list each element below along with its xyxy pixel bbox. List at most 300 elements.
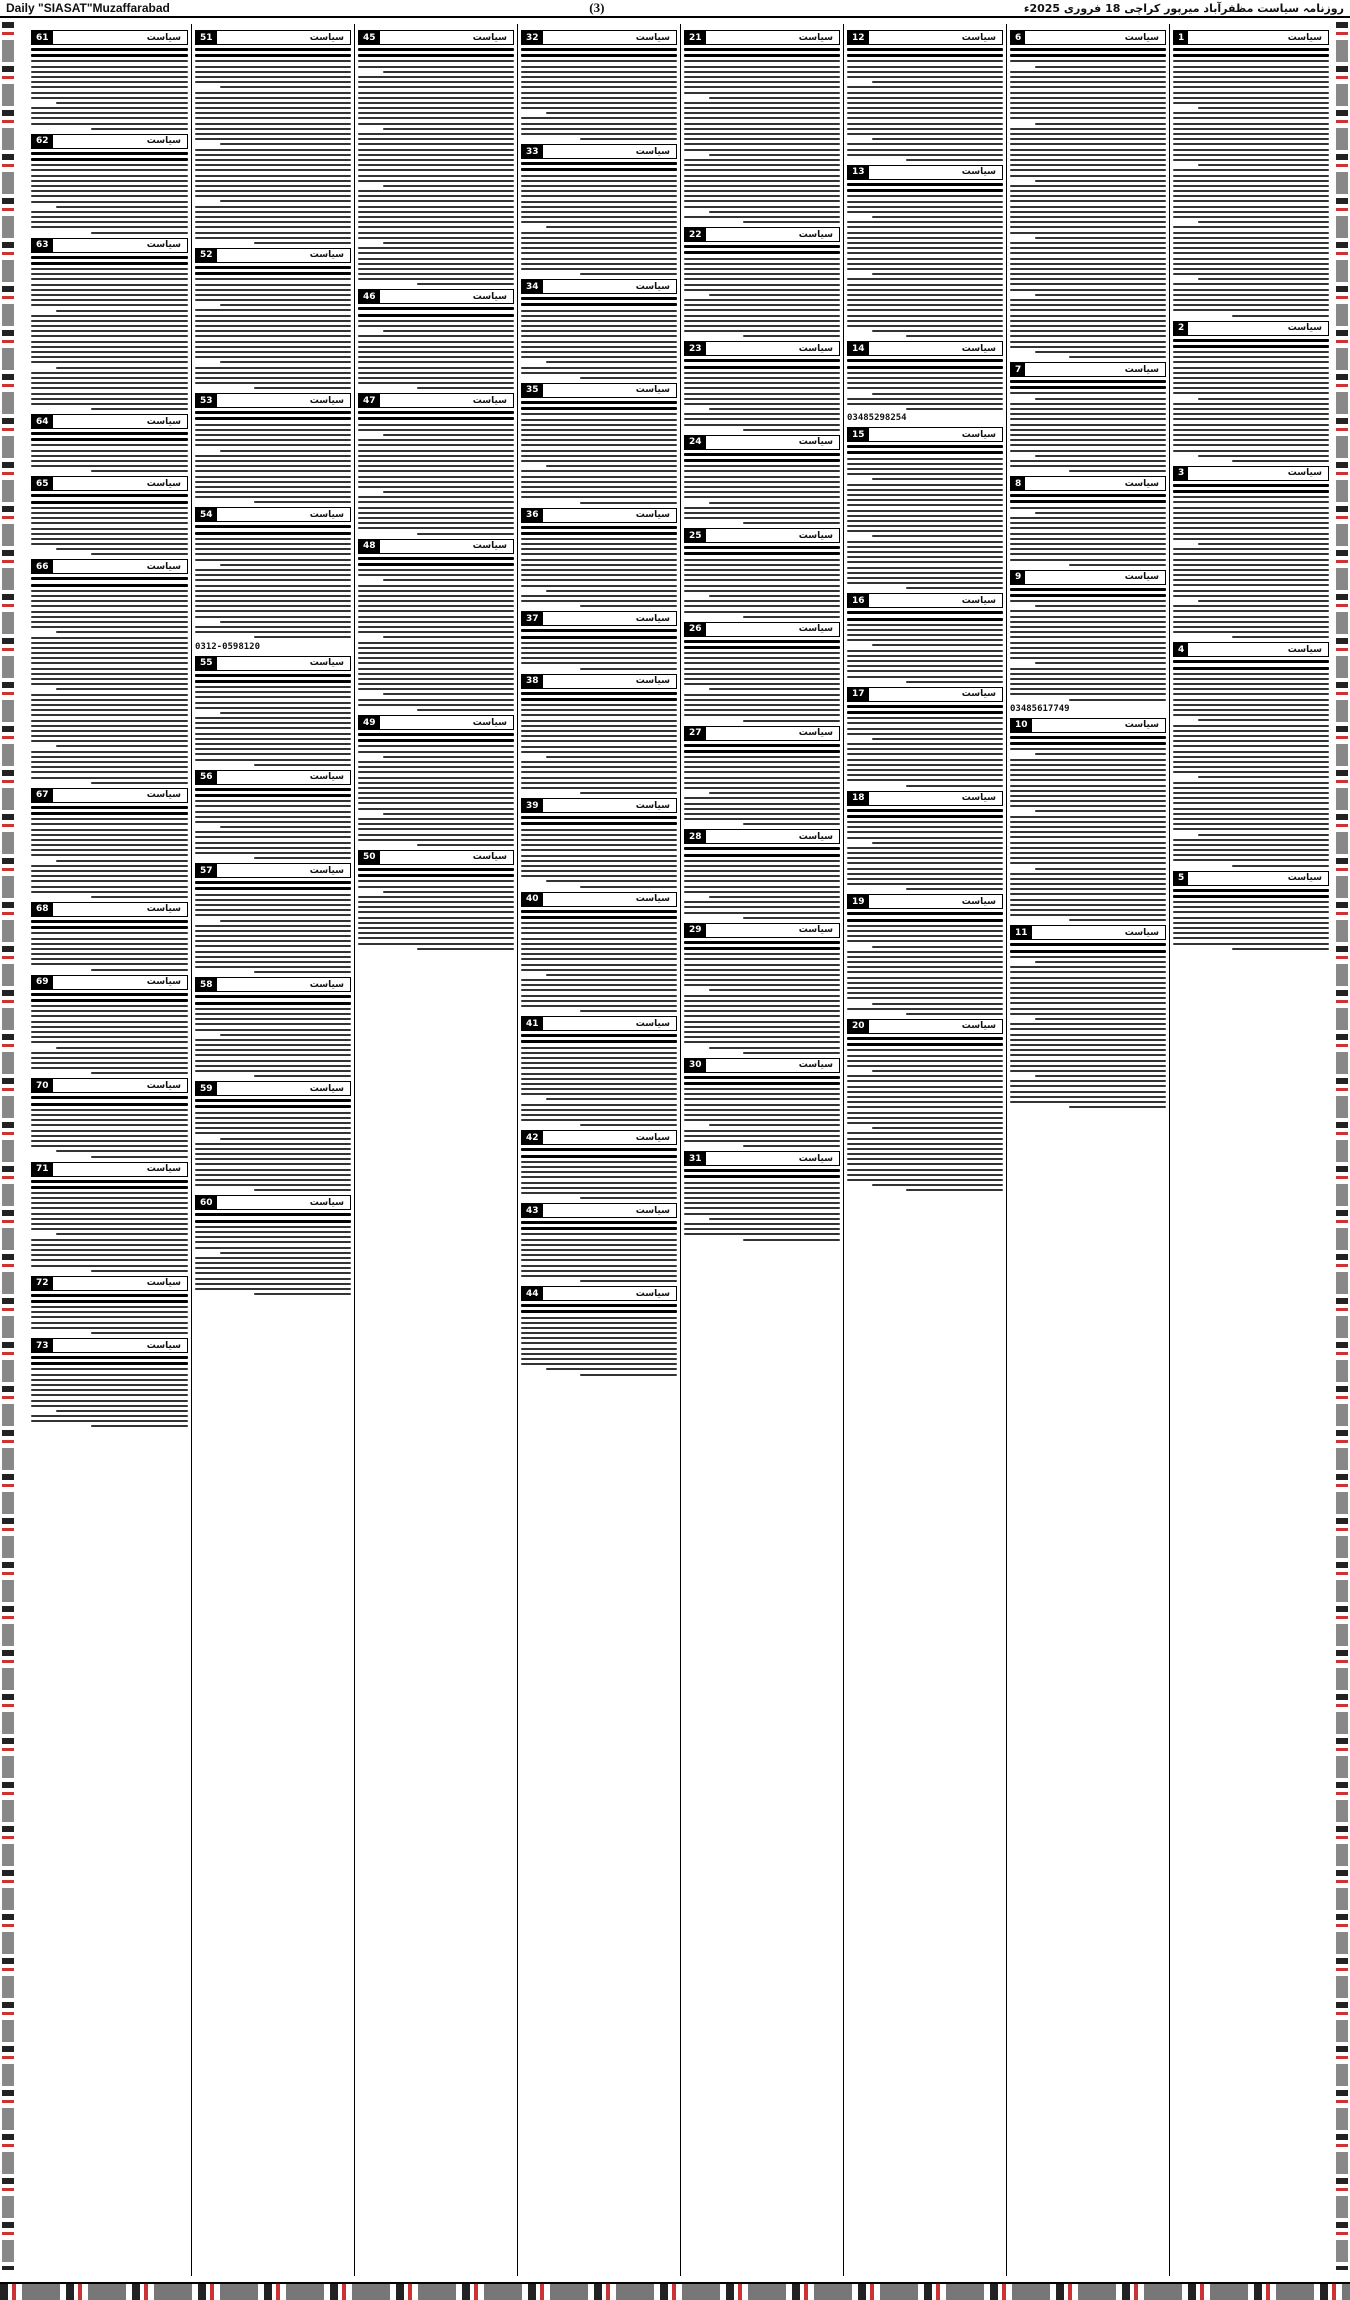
- article-tag-title: سیاست: [798, 229, 833, 240]
- decorative-border-right: [1336, 22, 1348, 2270]
- article-text: [195, 1213, 351, 1295]
- article-number: 36: [522, 509, 543, 522]
- article-tag: [521, 1203, 677, 1218]
- article-number: 7: [1011, 363, 1025, 376]
- article-tag: [31, 476, 188, 491]
- contact-phone: 03485298254: [847, 413, 907, 424]
- article-tag-title: سیاست: [635, 1205, 670, 1216]
- article-tag: [195, 30, 351, 45]
- article-tag-title: سیاست: [1124, 927, 1159, 938]
- article-text: [195, 1099, 351, 1191]
- article-text: [31, 806, 188, 898]
- article-tag: [31, 975, 188, 990]
- article-tag-title: سیاست: [635, 146, 670, 157]
- article-tag: [1010, 925, 1166, 940]
- article-block: [31, 30, 188, 130]
- article-number: 51: [196, 31, 217, 44]
- article-tag-title: سیاست: [309, 395, 344, 406]
- article-text: [684, 847, 840, 918]
- article-number: 33: [522, 145, 543, 158]
- article-tag-title: سیاست: [798, 343, 833, 354]
- article-text: [195, 48, 351, 244]
- article-number: 65: [32, 477, 53, 490]
- article-tag-title: سیاست: [472, 395, 507, 406]
- article-text: [358, 868, 514, 950]
- article-block: [1010, 476, 1166, 565]
- article-tag: [684, 30, 840, 45]
- article-tag: [358, 393, 514, 408]
- article-number: 40: [522, 893, 543, 906]
- article-tag: [1010, 476, 1166, 491]
- article-tag-title: سیاست: [961, 429, 996, 440]
- article-tag-title: سیاست: [309, 865, 344, 876]
- article-number: 25: [685, 529, 706, 542]
- article-text: [31, 1180, 188, 1272]
- article-tag: [358, 289, 514, 304]
- article-text: [1010, 380, 1166, 472]
- paper-name: Daily "SIASAT"Muzaffarabad: [6, 1, 170, 15]
- article-number: 23: [685, 342, 706, 355]
- article-tag: [684, 528, 840, 543]
- article-block: [195, 770, 351, 859]
- article-text: [1010, 588, 1166, 701]
- article-number: 20: [848, 1020, 869, 1033]
- article-text: [684, 359, 840, 430]
- article-tag-title: سیاست: [146, 1080, 181, 1091]
- article-block: [31, 975, 188, 1075]
- article-number: 60: [196, 1196, 217, 1209]
- article-block: [847, 427, 1003, 589]
- article-text: [847, 705, 1003, 787]
- article-number: 49: [359, 716, 380, 729]
- article-tag-title: سیاست: [961, 167, 996, 178]
- article-tag-title: سیاست: [1287, 644, 1322, 655]
- article-block: [195, 1081, 351, 1191]
- article-text: [1173, 660, 1329, 866]
- article-tag: [31, 134, 188, 149]
- article-number: 32: [522, 31, 543, 44]
- article-block: [31, 1276, 188, 1334]
- article-number: 58: [196, 978, 217, 991]
- article-number: 6: [1011, 31, 1025, 44]
- article-tag-title: سیاست: [472, 852, 507, 863]
- article-tag-title: سیاست: [635, 1132, 670, 1143]
- article-tag-title: سیاست: [798, 831, 833, 842]
- article-block: [521, 279, 677, 379]
- article-text: [358, 48, 514, 285]
- article-tag: [195, 1081, 351, 1096]
- article-block: [1173, 642, 1329, 866]
- article-tag: [521, 383, 677, 398]
- article-tag-title: سیاست: [1287, 32, 1322, 43]
- article-text: [521, 1221, 677, 1282]
- article-tag-title: سیاست: [635, 676, 670, 687]
- article-block: [31, 559, 188, 783]
- article-text: [31, 1356, 188, 1427]
- article-number: 3: [1174, 467, 1188, 480]
- article-tag-title: سیاست: [798, 437, 833, 448]
- article-tag: [195, 977, 351, 992]
- article-tag-title: سیاست: [635, 281, 670, 292]
- article-tag-title: سیاست: [309, 772, 344, 783]
- article-tag-title: سیاست: [146, 904, 181, 915]
- article-tag: [684, 923, 840, 938]
- article-number: 29: [685, 924, 706, 937]
- article-tag-title: سیاست: [961, 32, 996, 43]
- article-block: [521, 674, 677, 795]
- article-block: [31, 902, 188, 971]
- article-tag-title: سیاست: [309, 250, 344, 261]
- article-text: [847, 48, 1003, 161]
- article-block: [684, 227, 840, 337]
- article-number: 72: [32, 1277, 53, 1290]
- article-block: [684, 829, 840, 918]
- article-tag: [1010, 570, 1166, 585]
- article-text: [31, 152, 188, 234]
- article-tag: [847, 30, 1003, 45]
- column: [28, 24, 191, 2276]
- article-number: 19: [848, 895, 869, 908]
- article-tag-title: سیاست: [146, 240, 181, 251]
- article-number: 11: [1011, 926, 1032, 939]
- article-tag: [847, 427, 1003, 442]
- article-tag: [195, 1195, 351, 1210]
- article-tag-title: سیاست: [146, 790, 181, 801]
- article-tag: [358, 715, 514, 730]
- article-block: [1173, 321, 1329, 462]
- article-text: [358, 733, 514, 846]
- article-tag: [1010, 718, 1166, 733]
- column: [1169, 24, 1332, 2276]
- article-tag: [1010, 362, 1166, 377]
- article-block: [195, 656, 351, 766]
- page-number: (3): [589, 0, 605, 15]
- article-number: 18: [848, 792, 869, 805]
- article-block: [684, 528, 840, 617]
- article-block: [684, 435, 840, 524]
- article-tag: [31, 238, 188, 253]
- article-tag-title: سیاست: [472, 541, 507, 552]
- column: [354, 24, 517, 2276]
- article-tag-title: سیاست: [1124, 478, 1159, 489]
- article-tag-title: سیاست: [635, 800, 670, 811]
- article-tag-title: سیاست: [1287, 873, 1322, 884]
- article-text: [847, 183, 1003, 337]
- article-tag-title: سیاست: [961, 595, 996, 606]
- article-number: 13: [848, 166, 869, 179]
- article-tag: [684, 1151, 840, 1166]
- article-text: [684, 1076, 840, 1147]
- article-block: [847, 1019, 1003, 1191]
- article-number: 22: [685, 228, 706, 241]
- article-text: [521, 297, 677, 379]
- article-tag-title: سیاست: [309, 1197, 344, 1208]
- article-block: [1010, 718, 1166, 922]
- article-block: [847, 341, 1003, 423]
- article-block: [31, 134, 188, 234]
- article-block: [521, 1286, 677, 1375]
- contact-phone: 0312-0598120: [195, 641, 261, 652]
- article-tag-title: سیاست: [146, 32, 181, 43]
- article-block: [684, 1058, 840, 1147]
- article-block: [521, 1130, 677, 1199]
- article-tag-title: سیاست: [635, 32, 670, 43]
- article-tag: [521, 30, 677, 45]
- article-number: 17: [848, 688, 869, 701]
- article-tag: [684, 435, 840, 450]
- article-tag: [31, 1162, 188, 1177]
- article-number: 14: [848, 342, 869, 355]
- article-tag-title: سیاست: [146, 1340, 181, 1351]
- article-text: [684, 744, 840, 826]
- article-block: [195, 863, 351, 973]
- article-text: [358, 307, 514, 389]
- article-tag-title: سیاست: [798, 32, 833, 43]
- article-number: 9: [1011, 571, 1025, 584]
- article-number: 54: [196, 508, 217, 521]
- article-number: 48: [359, 540, 380, 553]
- article-block: [847, 894, 1003, 1015]
- article-text: [31, 577, 188, 783]
- article-block: [195, 507, 351, 651]
- article-tag-title: سیاست: [961, 343, 996, 354]
- article-number: 69: [32, 976, 53, 989]
- article-tag: [521, 1286, 677, 1301]
- article-text: [847, 1037, 1003, 1191]
- article-text: [195, 788, 351, 859]
- paper-date: روزنامہ سیاست مظفرآباد میرپور کراچی 18 فروری 2025ء: [1023, 1, 1344, 15]
- article-tag-title: سیاست: [1124, 32, 1159, 43]
- article-number: 26: [685, 623, 706, 636]
- article-block: [358, 30, 514, 285]
- article-text: [31, 256, 188, 410]
- article-text: [358, 557, 514, 711]
- article-number: 67: [32, 789, 53, 802]
- article-block: [31, 476, 188, 555]
- article-number: 1: [1174, 31, 1188, 44]
- article-number: 56: [196, 771, 217, 784]
- article-tag-title: سیاست: [961, 896, 996, 907]
- article-number: 4: [1174, 643, 1188, 656]
- article-text: [195, 674, 351, 766]
- article-text: [31, 920, 188, 971]
- article-number: 50: [359, 851, 380, 864]
- article-text: [195, 881, 351, 973]
- article-block: [684, 923, 840, 1054]
- article-number: 39: [522, 799, 543, 812]
- article-tag-title: سیاست: [635, 1018, 670, 1029]
- article-tag: [521, 1130, 677, 1145]
- article-tag-title: سیاست: [1124, 572, 1159, 583]
- article-block: [521, 1016, 677, 1126]
- article-block: [684, 341, 840, 430]
- article-number: 47: [359, 394, 380, 407]
- article-number: 30: [685, 1059, 706, 1072]
- article-number: 55: [196, 657, 217, 670]
- article-number: 2: [1174, 322, 1188, 335]
- article-tag: [1173, 466, 1329, 481]
- article-block: [521, 508, 677, 608]
- article-tag: [195, 863, 351, 878]
- column: [517, 24, 680, 2276]
- article-text: [1173, 889, 1329, 950]
- article-block: [521, 892, 677, 1013]
- article-tag-title: سیاست: [1287, 323, 1322, 334]
- article-tag: [847, 165, 1003, 180]
- article-number: 61: [32, 31, 53, 44]
- article-block: [195, 977, 351, 1077]
- article-tag: [358, 30, 514, 45]
- article-tag: [847, 1019, 1003, 1034]
- article-block: [195, 248, 351, 389]
- article-block: [684, 726, 840, 826]
- article-tag: [847, 791, 1003, 806]
- article-block: [1173, 30, 1329, 317]
- article-text: [1010, 494, 1166, 565]
- decorative-border-left: [2, 22, 14, 2270]
- article-block: [521, 30, 677, 140]
- article-number: 41: [522, 1017, 543, 1030]
- article-number: 8: [1011, 477, 1025, 490]
- article-tag-title: سیاست: [1287, 468, 1322, 479]
- article-text: [1010, 48, 1166, 358]
- article-tag-title: سیاست: [798, 1060, 833, 1071]
- article-block: [31, 1162, 188, 1272]
- decorative-border-bottom: [0, 2282, 1350, 2300]
- article-text: [521, 526, 677, 608]
- article-text: [31, 494, 188, 555]
- article-block: [521, 383, 677, 504]
- article-text: [1173, 339, 1329, 462]
- article-tag-title: سیاست: [309, 1083, 344, 1094]
- article-tag-title: سیاست: [146, 478, 181, 489]
- article-tag: [847, 687, 1003, 702]
- article-tag-title: سیاست: [146, 977, 181, 988]
- article-block: [358, 715, 514, 846]
- article-number: 45: [359, 31, 380, 44]
- article-text: [31, 48, 188, 130]
- article-tag: [521, 674, 677, 689]
- article-number: 27: [685, 727, 706, 740]
- article-block: [195, 1195, 351, 1295]
- article-text: [684, 48, 840, 223]
- article-number: 42: [522, 1131, 543, 1144]
- masthead: [0, 0, 1350, 18]
- article-number: 31: [685, 1152, 706, 1165]
- article-tag-title: سیاست: [146, 136, 181, 147]
- article-number: 53: [196, 394, 217, 407]
- article-number: 37: [522, 612, 543, 625]
- article-text: [684, 1169, 840, 1240]
- article-text: [847, 809, 1003, 891]
- article-tag-title: سیاست: [1124, 720, 1159, 731]
- article-tag: [1173, 30, 1329, 45]
- article-tag-title: سیاست: [309, 658, 344, 669]
- article-block: [684, 30, 840, 223]
- article-tag-title: سیاست: [309, 979, 344, 990]
- article-number: 35: [522, 384, 543, 397]
- contact-phone: 03485617749: [1010, 703, 1070, 714]
- article-tag: [195, 393, 351, 408]
- article-number: 12: [848, 31, 869, 44]
- article-tag-title: سیاست: [798, 728, 833, 738]
- article-tag-title: سیاست: [146, 416, 181, 427]
- article-tag-title: سیاست: [635, 613, 670, 624]
- article-text: [521, 629, 677, 669]
- article-tag-title: سیاست: [635, 385, 670, 396]
- article-block: [1010, 362, 1166, 472]
- article-text: [31, 1294, 188, 1334]
- article-number: 59: [196, 1082, 217, 1095]
- article-text: [684, 546, 840, 617]
- article-text: [521, 692, 677, 795]
- article-tag: [684, 622, 840, 637]
- article-text: [684, 640, 840, 722]
- article-text: [684, 245, 840, 337]
- article-number: 64: [32, 415, 53, 428]
- article-text: [847, 359, 1003, 410]
- article-text: [521, 1034, 677, 1126]
- article-block: [1010, 30, 1166, 358]
- article-number: 21: [685, 31, 706, 44]
- article-tag: [521, 798, 677, 813]
- article-tag-title: سیاست: [635, 510, 670, 520]
- article-text: [684, 941, 840, 1054]
- article-number: 52: [196, 249, 217, 262]
- article-block: [521, 611, 677, 669]
- article-tag: [521, 279, 677, 294]
- article-block: [847, 30, 1003, 161]
- article-number: 43: [522, 1204, 543, 1217]
- article-number: 66: [32, 560, 53, 573]
- article-text: [195, 525, 351, 638]
- article-tag-title: سیاست: [146, 1164, 181, 1174]
- article-tag-title: سیاست: [309, 32, 344, 43]
- article-tag: [684, 227, 840, 242]
- article-tag: [31, 414, 188, 429]
- article-number: 62: [32, 135, 53, 148]
- article-columns: [18, 24, 1332, 2276]
- article-block: [31, 238, 188, 410]
- article-block: [195, 393, 351, 503]
- article-text: [847, 445, 1003, 589]
- article-tag: [31, 559, 188, 574]
- article-tag: [31, 1078, 188, 1093]
- article-block: [31, 1078, 188, 1157]
- column: [680, 24, 843, 2276]
- article-tag: [521, 892, 677, 907]
- article-tag-title: سیاست: [798, 925, 833, 936]
- article-block: [847, 791, 1003, 891]
- article-tag-title: سیاست: [635, 894, 670, 905]
- article-block: [847, 165, 1003, 337]
- article-tag: [684, 829, 840, 844]
- article-block: [521, 798, 677, 887]
- article-text: [521, 401, 677, 504]
- article-text: [31, 432, 188, 472]
- article-tag: [1173, 642, 1329, 657]
- article-tag: [31, 788, 188, 803]
- article-block: [847, 687, 1003, 787]
- article-tag: [521, 508, 677, 523]
- article-tag-title: سیاست: [146, 1278, 181, 1289]
- article-number: 70: [32, 1079, 53, 1092]
- article-tag: [358, 850, 514, 865]
- article-block: [358, 539, 514, 711]
- article-text: [521, 910, 677, 1013]
- article-number: 34: [522, 280, 543, 293]
- article-tag: [31, 30, 188, 45]
